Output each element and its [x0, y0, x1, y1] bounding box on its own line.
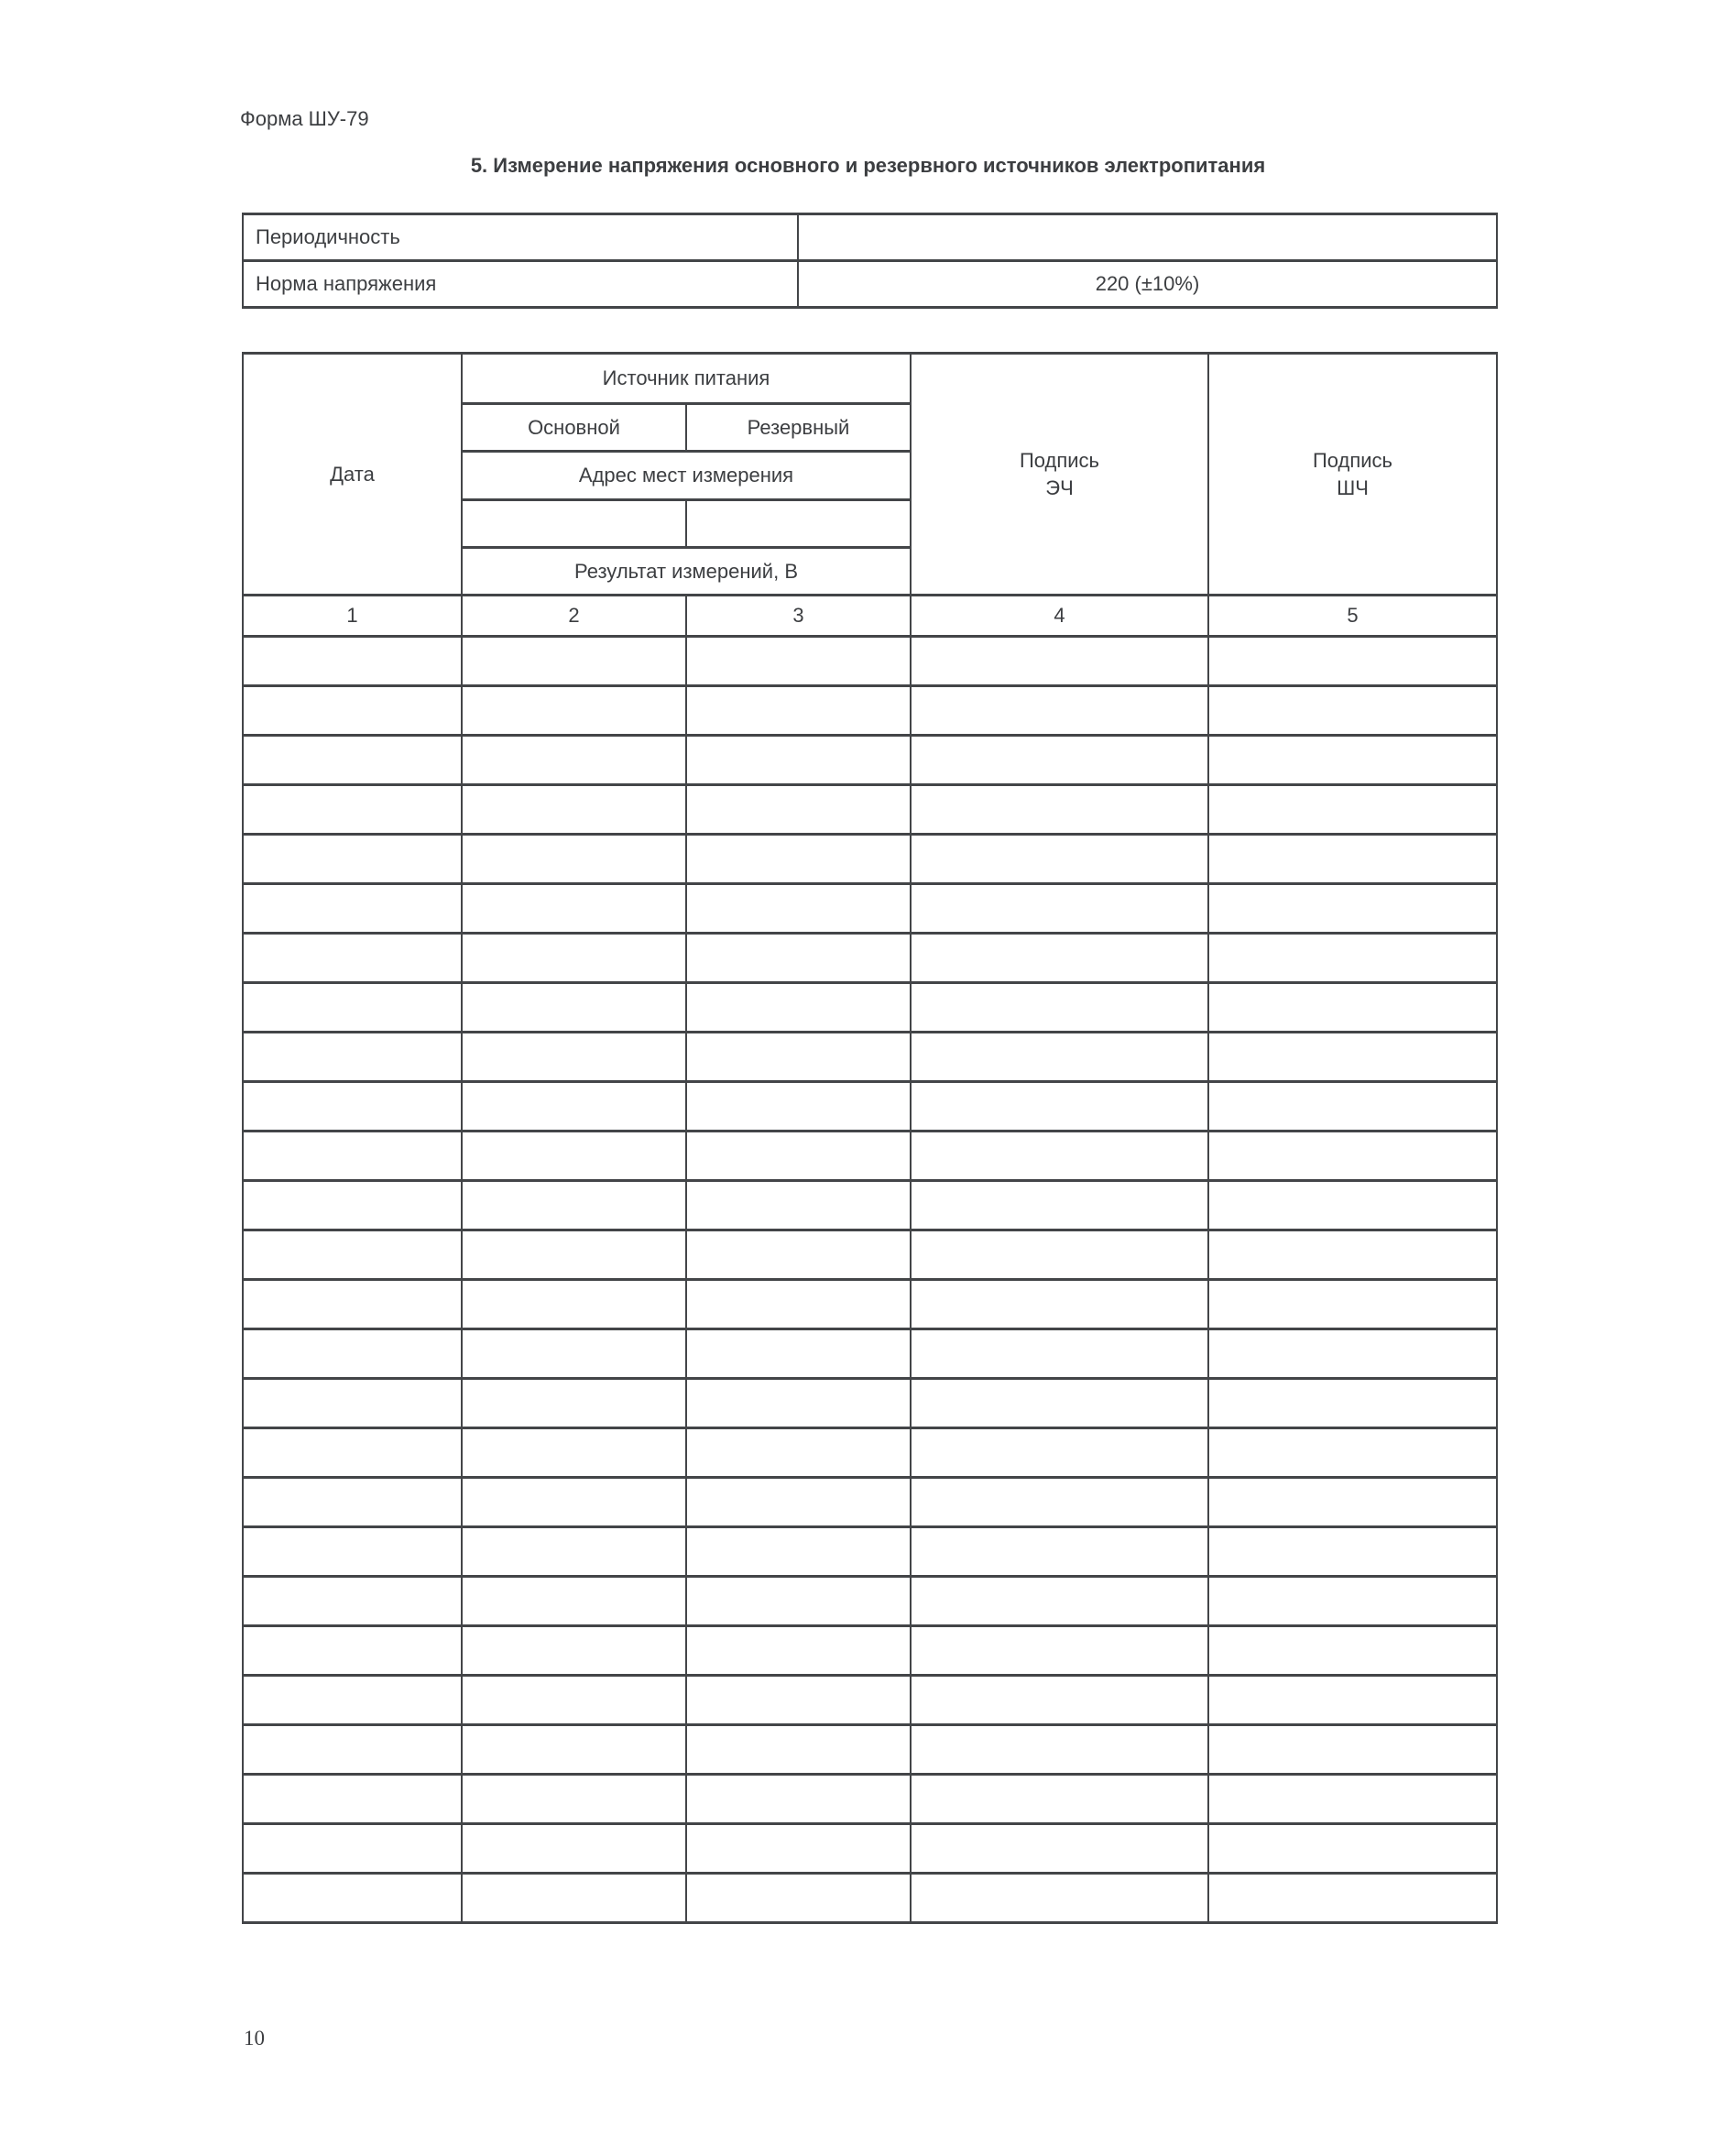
empty-cell [911, 1230, 1208, 1280]
header-address-blank-main [462, 500, 686, 548]
column-number-2: 2 [462, 596, 686, 637]
empty-cell [243, 1478, 462, 1527]
empty-cell [243, 1775, 462, 1824]
empty-cell [686, 637, 911, 686]
empty-cell [1208, 686, 1497, 736]
table-row [243, 884, 1497, 934]
empty-cell [686, 1082, 911, 1132]
empty-cell [911, 1280, 1208, 1329]
params-row-voltage-norm [243, 261, 1497, 308]
empty-cell [686, 835, 911, 884]
empty-cell [686, 1824, 911, 1874]
table-row [243, 1379, 1497, 1428]
empty-cell [462, 1725, 686, 1775]
empty-cell [911, 1478, 1208, 1527]
header-source-main: Основной [462, 404, 686, 452]
form-number-label: Форма ШУ-79 [240, 107, 369, 130]
empty-cell [462, 785, 686, 835]
header-signature-ech [911, 354, 1208, 596]
empty-cell [686, 1379, 911, 1428]
empty-cell [1208, 785, 1497, 835]
table-row [243, 1577, 1497, 1626]
main-table-header [243, 354, 1497, 637]
empty-cell [243, 1676, 462, 1725]
empty-cell [243, 1577, 462, 1626]
empty-cell [462, 934, 686, 983]
empty-cell [911, 686, 1208, 736]
empty-cell [1208, 835, 1497, 884]
empty-cell [686, 884, 911, 934]
empty-cell [911, 1132, 1208, 1181]
table-row [243, 983, 1497, 1033]
table-row [243, 1775, 1497, 1824]
empty-cell [462, 1478, 686, 1527]
empty-cell [462, 686, 686, 736]
empty-cell [686, 1478, 911, 1527]
empty-cell [1208, 1775, 1497, 1824]
table-row [243, 686, 1497, 736]
empty-cell [462, 1676, 686, 1725]
empty-cell [686, 1181, 911, 1230]
empty-cell [686, 736, 911, 785]
empty-cell [243, 785, 462, 835]
header-result: Результат измерений, В [462, 548, 911, 596]
table-row [243, 1626, 1497, 1676]
empty-cell [243, 1824, 462, 1874]
empty-cell [243, 1527, 462, 1577]
empty-cell [911, 1874, 1208, 1923]
signature-shch-line2: ШЧ [1337, 476, 1369, 499]
header-power-source: Источник питания [462, 354, 911, 404]
empty-cell [911, 637, 1208, 686]
empty-cell [243, 686, 462, 736]
table-row [243, 1329, 1497, 1379]
table-row [243, 1478, 1497, 1527]
table-row [243, 934, 1497, 983]
column-number-5: 5 [1208, 596, 1497, 637]
empty-cell [243, 1181, 462, 1230]
empty-cell [911, 1775, 1208, 1824]
empty-cell [911, 1379, 1208, 1428]
empty-cell [686, 1725, 911, 1775]
empty-cell [911, 1626, 1208, 1676]
main-table-body [243, 637, 1497, 1923]
empty-cell [462, 736, 686, 785]
empty-cell [1208, 1132, 1497, 1181]
empty-cell [243, 1280, 462, 1329]
empty-cell [1208, 1478, 1497, 1527]
empty-cell [462, 1181, 686, 1230]
empty-cell [1208, 1280, 1497, 1329]
column-numbers-row [243, 596, 1497, 637]
table-row [243, 1428, 1497, 1478]
empty-cell [243, 1132, 462, 1181]
empty-cell [911, 835, 1208, 884]
empty-cell [462, 884, 686, 934]
empty-cell [1208, 1082, 1497, 1132]
empty-cell [1208, 1874, 1497, 1923]
column-number-3: 3 [686, 596, 911, 637]
empty-cell [911, 884, 1208, 934]
empty-cell [686, 686, 911, 736]
table-row [243, 1280, 1497, 1329]
empty-cell [1208, 1181, 1497, 1230]
table-row [243, 1181, 1497, 1230]
empty-cell [462, 1428, 686, 1478]
empty-cell [1208, 884, 1497, 934]
empty-cell [911, 785, 1208, 835]
empty-cell [911, 1676, 1208, 1725]
empty-cell [686, 1577, 911, 1626]
section-title: 5. Измерение напряжения основного и резервного источников электропитания [470, 154, 1266, 177]
header-source-reserve: Резервный [686, 404, 911, 452]
table-row [243, 1230, 1497, 1280]
empty-cell [462, 1132, 686, 1181]
empty-cell [1208, 1676, 1497, 1725]
signature-ech-line1: Подпись [1019, 448, 1100, 472]
table-row [243, 1082, 1497, 1132]
empty-cell [1208, 934, 1497, 983]
empty-cell [686, 1033, 911, 1082]
table-row [243, 1824, 1497, 1874]
empty-cell [243, 934, 462, 983]
empty-cell [686, 1329, 911, 1379]
empty-cell [243, 1082, 462, 1132]
empty-cell [462, 1329, 686, 1379]
empty-cell [462, 1033, 686, 1082]
params-row-periodicity [243, 214, 1497, 261]
empty-cell [1208, 1230, 1497, 1280]
empty-cell [462, 983, 686, 1033]
empty-cell [911, 1082, 1208, 1132]
empty-cell [686, 1626, 911, 1676]
voltage-norm-value: 220 (±10%) [798, 261, 1497, 308]
empty-cell [462, 1082, 686, 1132]
empty-cell [686, 983, 911, 1033]
empty-cell [1208, 1527, 1497, 1577]
empty-cell [911, 1329, 1208, 1379]
empty-cell [686, 1676, 911, 1725]
empty-cell [1208, 1379, 1497, 1428]
empty-cell [462, 835, 686, 884]
empty-cell [462, 1280, 686, 1329]
empty-cell [243, 1230, 462, 1280]
empty-cell [686, 1230, 911, 1280]
empty-cell [1208, 736, 1497, 785]
table-row [243, 1132, 1497, 1181]
empty-cell [911, 1725, 1208, 1775]
empty-cell [243, 835, 462, 884]
voltage-norm-label: Норма напряжения [243, 261, 798, 308]
empty-cell [686, 1527, 911, 1577]
signature-shch-line1: Подпись [1312, 448, 1393, 472]
empty-cell [243, 736, 462, 785]
header-date: Дата [243, 354, 462, 596]
empty-cell [911, 934, 1208, 983]
empty-cell [462, 1874, 686, 1923]
table-row [243, 1033, 1497, 1082]
empty-cell [462, 1527, 686, 1577]
table-row [243, 835, 1497, 884]
column-number-1: 1 [243, 596, 462, 637]
empty-cell [1208, 1626, 1497, 1676]
empty-cell [462, 1379, 686, 1428]
table-row [243, 785, 1497, 835]
table-row [243, 1676, 1497, 1725]
empty-cell [462, 1230, 686, 1280]
empty-cell [686, 1132, 911, 1181]
periodicity-value [798, 214, 1497, 261]
empty-cell [686, 1775, 911, 1824]
empty-cell [686, 1428, 911, 1478]
params-table [242, 213, 1498, 309]
empty-cell [1208, 1329, 1497, 1379]
empty-cell [1208, 1725, 1497, 1775]
header-address-blank-reserve [686, 500, 911, 548]
empty-cell [243, 983, 462, 1033]
table-row [243, 637, 1497, 686]
empty-cell [911, 736, 1208, 785]
signature-ech-line2: ЭЧ [1045, 476, 1074, 499]
header-address: Адрес мест измерения [462, 452, 911, 500]
empty-cell [686, 785, 911, 835]
column-number-4: 4 [911, 596, 1208, 637]
empty-cell [911, 1428, 1208, 1478]
header-row-source [243, 354, 1497, 404]
measurements-table [242, 352, 1498, 1924]
empty-cell [243, 1874, 462, 1923]
empty-cell [462, 1626, 686, 1676]
empty-cell [1208, 1577, 1497, 1626]
empty-cell [911, 1824, 1208, 1874]
empty-cell [1208, 637, 1497, 686]
empty-cell [243, 1428, 462, 1478]
empty-cell [911, 1181, 1208, 1230]
empty-cell [686, 934, 911, 983]
empty-cell [243, 1033, 462, 1082]
empty-cell [1208, 983, 1497, 1033]
empty-cell [1208, 1428, 1497, 1478]
empty-cell [1208, 1824, 1497, 1874]
table-row [243, 736, 1497, 785]
empty-cell [686, 1280, 911, 1329]
page-number: 10 [244, 2027, 265, 2050]
header-signature-shch [1208, 354, 1497, 596]
empty-cell [243, 637, 462, 686]
empty-cell [243, 1379, 462, 1428]
empty-cell [462, 1577, 686, 1626]
empty-cell [243, 1725, 462, 1775]
empty-cell [462, 1824, 686, 1874]
empty-cell [1208, 1033, 1497, 1082]
table-row [243, 1725, 1497, 1775]
empty-cell [911, 1033, 1208, 1082]
empty-cell [243, 1626, 462, 1676]
empty-cell [686, 1874, 911, 1923]
empty-cell [911, 983, 1208, 1033]
empty-cell [243, 1329, 462, 1379]
empty-cell [243, 884, 462, 934]
empty-cell [911, 1577, 1208, 1626]
table-row [243, 1527, 1497, 1577]
table-row [243, 1874, 1497, 1923]
empty-cell [911, 1527, 1208, 1577]
periodicity-label: Периодичность [243, 214, 798, 261]
empty-cell [462, 1775, 686, 1824]
empty-cell [462, 637, 686, 686]
